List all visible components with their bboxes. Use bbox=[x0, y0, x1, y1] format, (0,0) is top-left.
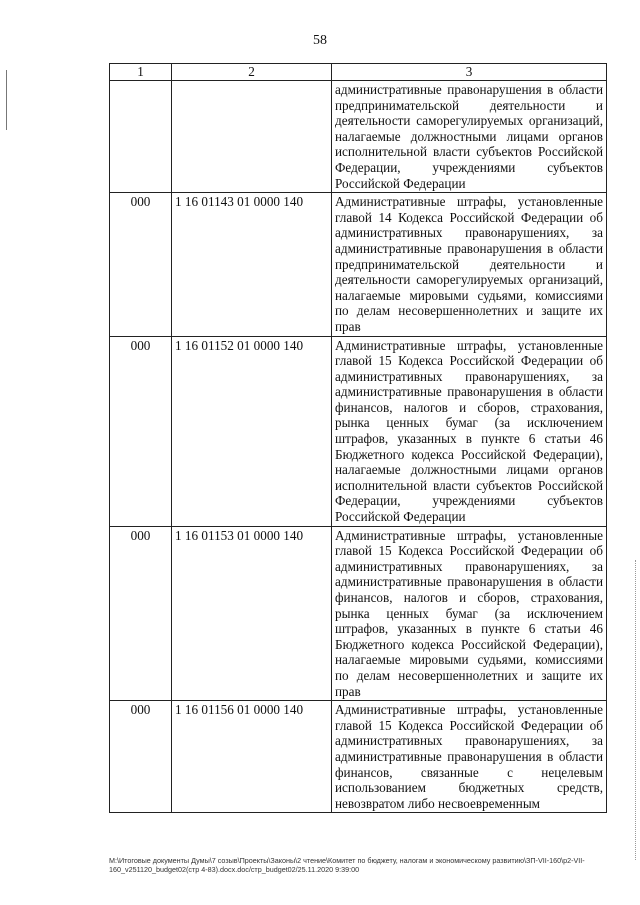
table-header-row bbox=[110, 64, 607, 81]
description-cell: административные правонарушения в области предпринимательской деятельности и деятельности саморегулируемых организаций, налагаемые должностными лицами органов исполнительной власти субъектов Российской Федерации, учреждениями субъектов Российской Федерации bbox=[332, 81, 607, 193]
kbk-code-cell: 1 16 01152 01 0000 140 bbox=[172, 336, 332, 526]
admin-code-cell bbox=[110, 81, 172, 193]
admin-code-cell: 000 bbox=[110, 526, 172, 701]
description-cell: Административные штрафы, установленные главой 14 Кодекса Российской Федерации об административных правонарушениях, за административные правонарушения в области предпринимательской деятельности и деятельности саморегулируемых организаций, налагаемые мировыми судьями, комиссиями по делам несовершеннолетних и защите их прав bbox=[332, 193, 607, 336]
file-path-footer bbox=[109, 856, 613, 874]
kbk-code-cell bbox=[172, 81, 332, 193]
description-cell: Административные штрафы, установленные главой 15 Кодекса Российской Федерации об административных правонарушениях, за административные правонарушения в области финансов, налогов и сборов, страхования, рынка ценных бумаг (за исключением штрафов, указанных в пункте 6 статьи 46 Бюджетного кодекса Российской Федерации), налагаемые мировыми судьями, комиссиями по делам несовершеннолетних и защите их прав bbox=[332, 526, 607, 701]
binding-margin-line bbox=[6, 70, 7, 130]
admin-code-cell: 000 bbox=[110, 336, 172, 526]
column-header-3: 3 bbox=[332, 64, 607, 81]
table-row bbox=[110, 193, 607, 336]
description-cell: Административные штрафы, установленные главой 15 Кодекса Российской Федерации об административных правонарушениях, за административные правонарушения в области финансов, связанные с нецелевым использованием бюджетных средств, невозвратом либо несвоевременным bbox=[332, 701, 607, 813]
file-path-line-1: M:\Итоговые документы Думы\7 созыв\Проекты\Законы\2 чтение\Комитет по бюджету, налогам и экономическому развитию\ЗП-VII-160\р2-VII- bbox=[109, 856, 585, 865]
kbk-code-cell: 1 16 01143 01 0000 140 bbox=[172, 193, 332, 336]
file-path-line-2: 160_v251120_budget02(стр 4-83).docx.doc/стр_budget02/25.11.2020 9:39:00 bbox=[109, 865, 360, 874]
description-cell: Административные штрафы, установленные главой 15 Кодекса Российской Федерации об административных правонарушениях, за административные правонарушения в области финансов, налогов и сборов, страхования, рынка ценных бумаг (за исключением штрафов, указанных в пункте 6 статьи 46 Бюджетного кодекса Российской Федерации), налагаемые должностными лицами органов исполнительной власти субъектов Российской Федерации, учреждениями субъектов Российской Федерации bbox=[332, 336, 607, 526]
table-row bbox=[110, 81, 607, 193]
binding-edge-line bbox=[635, 560, 637, 860]
budget-classification-table bbox=[109, 63, 607, 813]
table-row bbox=[110, 336, 607, 526]
kbk-code-cell: 1 16 01153 01 0000 140 bbox=[172, 526, 332, 701]
table-row bbox=[110, 526, 607, 701]
admin-code-cell: 000 bbox=[110, 193, 172, 336]
admin-code-cell: 000 bbox=[110, 701, 172, 813]
column-header-2: 2 bbox=[172, 64, 332, 81]
column-header-1: 1 bbox=[110, 64, 172, 81]
kbk-code-cell: 1 16 01156 01 0000 140 bbox=[172, 701, 332, 813]
table-row bbox=[110, 701, 607, 813]
page-number: 58 bbox=[313, 33, 327, 48]
